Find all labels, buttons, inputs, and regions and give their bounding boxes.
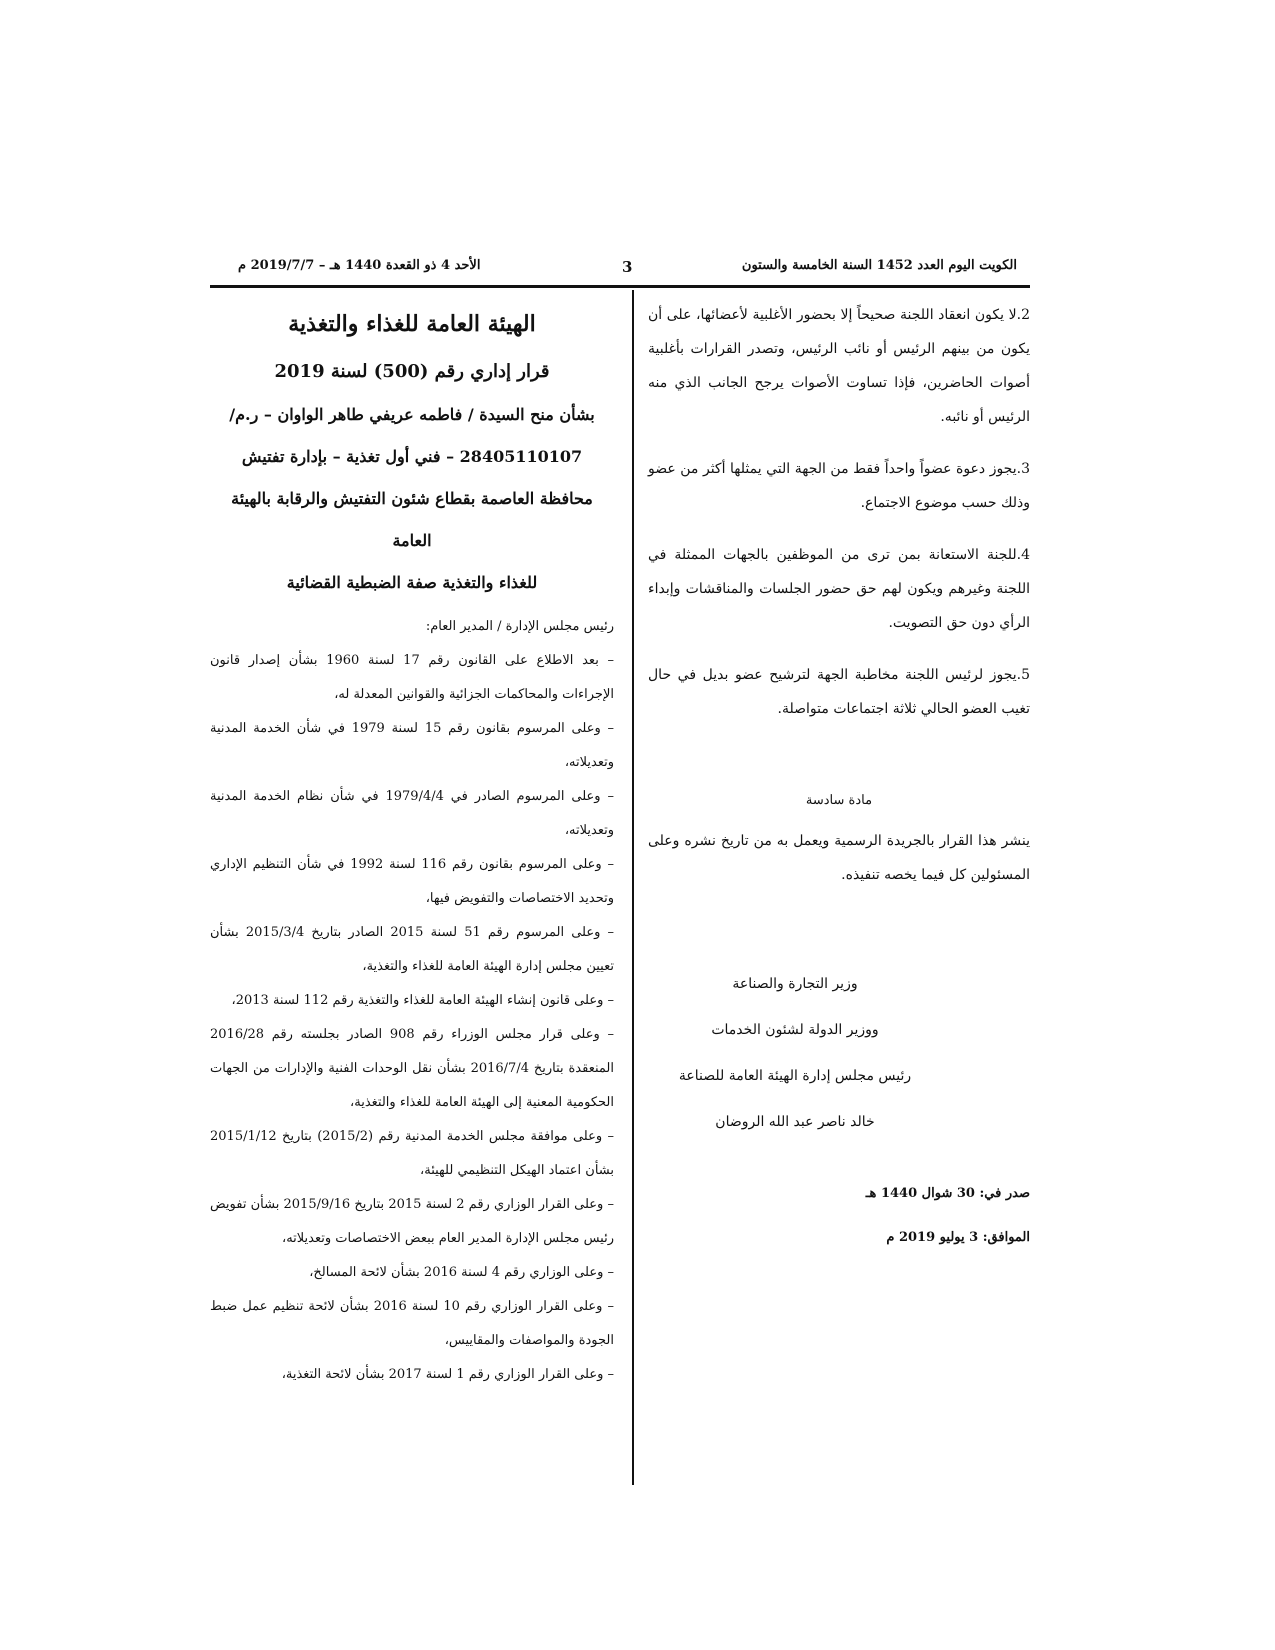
recital: – وعلى القرار الوزاري رقم 2 لسنة 2015 بتاريخ 2015/9/16 بشأن تفويض رئيس مجلس الإدارة المدير العام ببعض الاختصاصات وتعديلاته، [210, 1197, 614, 1246]
recital: – وعلى قرار مجلس الوزراء رقم 908 الصادر بجلسته رقم 2016/28 المنعقدة بتاريخ 2016/7/4 بشأن نقل الوحدات الفنية والإدارات من الجهات الحكومية المعنية إلى الهيئة العامة للغذاء والتغذية، [210, 1027, 614, 1110]
addressee: رئيس مجلس الإدارة / المدير العام: [425, 619, 614, 634]
article-six-title: مادة سادسة [805, 793, 873, 808]
corresponding-date: الموافق: 3 يوليو 2019 م [886, 1230, 1030, 1245]
recital: – وعلى المرسوم رقم 51 لسنة 2015 الصادر بتاريخ 2015/3/4 بشأن تعيين مجلس إدارة الهيئة العامة للغذاء والتغذية، [210, 925, 615, 974]
subject-line: محافظة العاصمة بقطاع شئون التفتيش والرقابة بالهيئة العامة [231, 489, 593, 550]
subject-line: بشأن منح السيدة / فاطمه عريفي طاهر الواوان – ر.م/ [229, 405, 595, 424]
header-issue: الكويت اليوم العدد 1452 السنة الخامسة والستون [741, 258, 1017, 273]
authority-title: الهيئة العامة للغذاء والتغذية [288, 311, 536, 337]
recital: – وعلى موافقة مجلس الخدمة المدنية رقم (2015/2) بتاريخ 2015/1/12 بشأن اعتماد الهيكل التنظيمي للهيئة، [210, 1129, 614, 1178]
recital: – وعلى القرار الوزاري رقم 10 لسنة 2016 بشأن لائحة تنظيم عمل ضبط الجودة والمواصفات والمقاييس، [210, 1299, 614, 1348]
column-divider [632, 290, 634, 1485]
recital: – وعلى المرسوم بقانون رقم 15 لسنة 1979 في شأن الخدمة المدنية وتعديلاته، [210, 721, 615, 770]
recital: – وعلى الوزاري رقم 4 لسنة 2016 بشأن لائحة المسالخ، [309, 1265, 614, 1280]
header-date: الأحد 4 ذو القعدة 1440 هـ – 2019/7/7 م [238, 258, 481, 273]
recital: – وعلى المرسوم الصادر في 1979/4/4 في شأن نظام الخدمة المدنية وتعديلاته، [210, 789, 614, 838]
decision-title: قرار إداري رقم (500) لسنة 2019 [274, 361, 550, 382]
issued-date: صدر في: 30 شوال 1440 هـ [865, 1186, 1030, 1201]
header-page-number: 3 [622, 258, 633, 276]
recital: – وعلى المرسوم بقانون رقم 116 لسنة 1992 في شأن التنظيم الإداري وتحديد الاختصاصات والتفويض فيها، [210, 857, 614, 906]
subject-line: للغذاء والتغذية صفة الضبطية القضائية [286, 573, 538, 592]
recital: – وعلى قانون إنشاء الهيئة العامة للغذاء والتغذية رقم 112 لسنة 2013، [231, 993, 614, 1008]
clause-2: 2.لا يكون انعقاد اللجنة صحيحاً إلا بحضور الأغلبية لأعضائها، على أن يكون من بينهم الرئيس أو نائب الرئيس، وتصدر القرارات بأغلبية أصوات الحاضرين، فإذا تساوت الأصوات يرجح الجانب الذي منه الرئيس أو نائبه. [648, 307, 1030, 425]
signature-line: ووزير الدولة لشئون الخدمات [711, 1022, 879, 1038]
subject-line: 28405110107 – فني أول تغذية – بإدارة تفتيش [241, 447, 583, 466]
signature-block [670, 972, 920, 1134]
clause-3: 3.يجوز دعوة عضواً واحداً فقط من الجهة التي يمثلها أكثر من عضو وذلك حسب موضوع الاجتماع. [648, 461, 1030, 511]
signatory-name: خالد ناصر عبد الله الروضان [715, 1114, 875, 1130]
issue-dates [648, 1182, 1030, 1250]
signature-line: وزير التجارة والصناعة [732, 976, 858, 992]
article-six-text: ينشر هذا القرار بالجريدة الرسمية ويعمل به من تاريخ نشره وعلى المسئولين كل فيما يخصه تنفيذه. [648, 833, 1030, 883]
left-column [210, 298, 614, 1392]
right-column [648, 298, 1030, 1270]
clause-5: 5.يجوز لرئيس اللجنة مخاطبة الجهة لترشيح عضو بديل في حال تغيب العضو الحالي ثلاثة اجتماعات متواصلة. [648, 667, 1030, 717]
recital: – بعد الاطلاع على القانون رقم 17 لسنة 1960 بشأن إصدار قانون الإجراءات والمحاكمات الجزائية والقوانين المعدلة له، [210, 653, 615, 702]
recital: – وعلى القرار الوزاري رقم 1 لسنة 2017 بشأن لائحة التغذية، [281, 1367, 614, 1382]
signature-line: رئيس مجلس إدارة الهيئة العامة للصناعة [678, 1068, 912, 1084]
header-rule [210, 285, 1030, 288]
clause-4: 4.للجنة الاستعانة بمن ترى من الموظفين بالجهات الممثلة في اللجنة وغيرهم ويكون لهم حق حضور الجلسات والمناقشات وإبداء الرأي دون حق التصويت. [648, 547, 1030, 631]
